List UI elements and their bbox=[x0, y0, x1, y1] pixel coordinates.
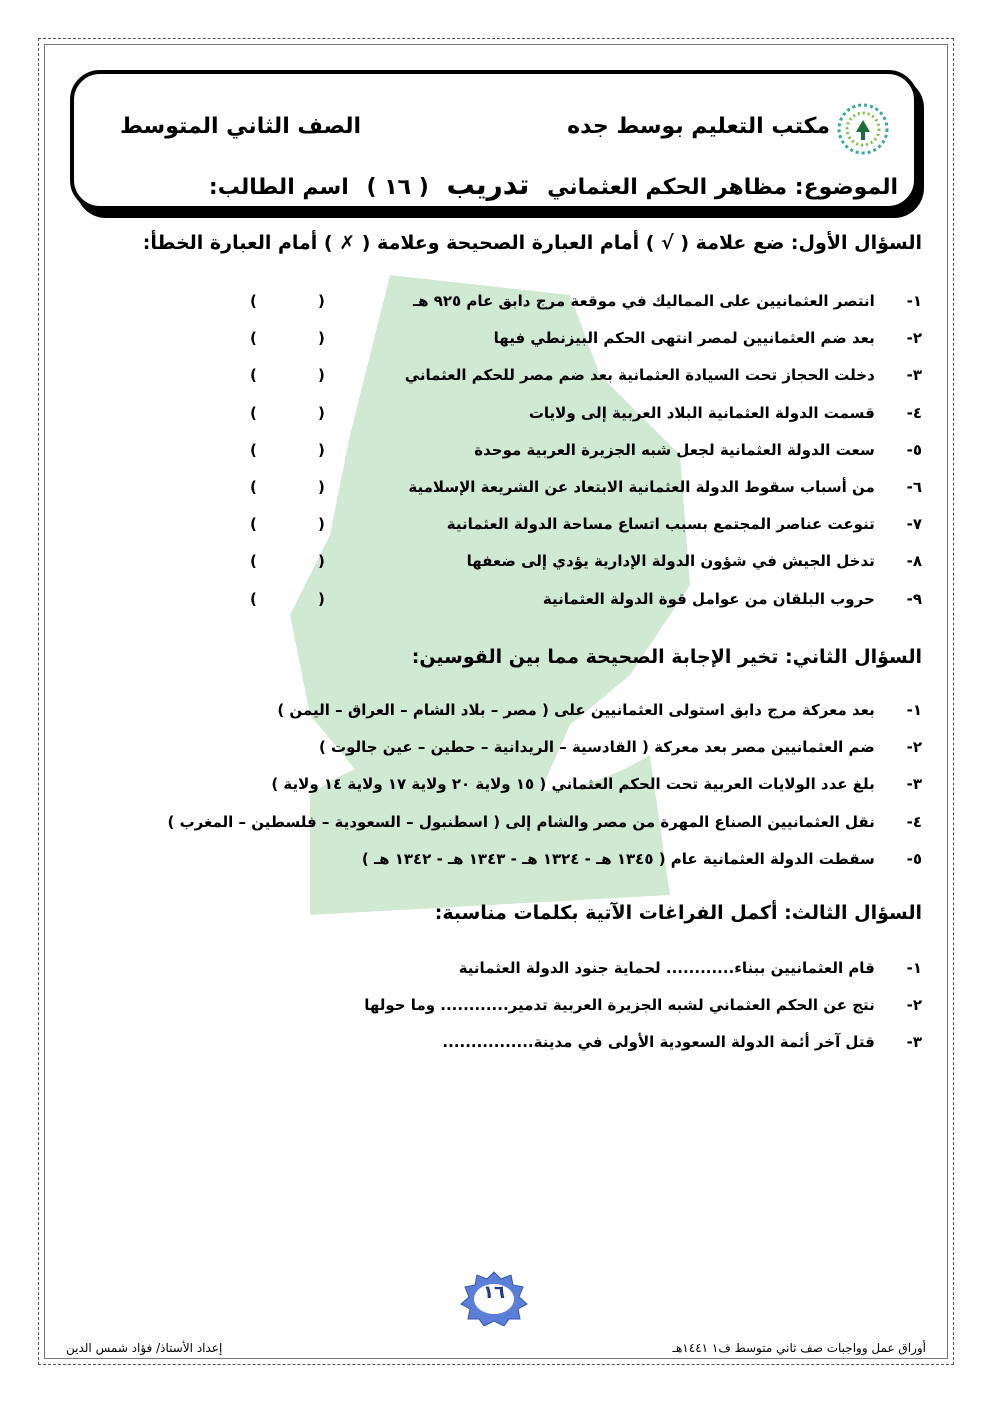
drill-label: تدريب bbox=[446, 168, 530, 201]
paren-open: ( bbox=[250, 366, 257, 385]
paren-close: ) bbox=[318, 403, 325, 422]
paren-open: ( bbox=[250, 329, 257, 348]
item-number: ٦- bbox=[906, 477, 922, 496]
item-text: دخلت الحجاز تحت السيادة العثمانية بعد ضم مصر للحكم العثماني bbox=[404, 366, 875, 385]
list-item bbox=[405, 362, 922, 399]
q3-list bbox=[364, 955, 922, 1067]
answer-slot[interactable] bbox=[250, 288, 340, 325]
item-text: قام العثمانيين ببناء............ لحماية جنود الدولة العثمانية bbox=[458, 959, 875, 977]
grade-label: الصف الثاني المتوسط bbox=[120, 114, 362, 139]
header-box bbox=[70, 70, 918, 210]
list-item bbox=[405, 400, 922, 437]
item-text: من أسباب سقوط الدولة العثمانية الابتعاد عن الشريعة الإسلامية bbox=[408, 477, 875, 496]
paren-open: ( bbox=[250, 403, 257, 422]
list-item bbox=[168, 846, 923, 883]
item-number: ٨- bbox=[906, 552, 922, 571]
item-text: نتج عن الحكم العثماني لشبه الجزيرة العربية تدمير............ وما حولها bbox=[364, 996, 875, 1015]
item-text: بعد معركة مرج دابق استولى العثمانيين على ( مصر – بلاد الشام – العراق – اليمن ) bbox=[277, 701, 875, 719]
item-number: ٩- bbox=[906, 589, 922, 608]
list-item bbox=[168, 697, 923, 734]
q3-title: السؤال الثالث: أكمل الفراغات الآتية بكلمات مناسبة: bbox=[434, 902, 922, 924]
item-text: قتل آخر أئمة الدولة السعودية الأولى في مدينة................ bbox=[442, 1033, 875, 1052]
footer-author: إعداد الأستاذ/ فؤاد شمس الدين bbox=[66, 1341, 223, 1355]
list-item bbox=[405, 288, 922, 325]
topic-row bbox=[199, 168, 898, 201]
answer-slot[interactable] bbox=[250, 511, 340, 548]
item-text: تدخل الجيش في شؤون الدولة الإدارية يؤدي إلى ضعفها bbox=[466, 552, 875, 571]
item-text: سقطت الدولة العثمانية عام ( ١٣٤٥ هـ - ١٣٢٤ هـ - ١٣٤٣ هـ - ١٣٤٢ هـ ) bbox=[361, 849, 875, 868]
item-text: نقل العثمانيين الصناع المهرة من مصر والشام إلى ( اسطنبول – السعودية – فلسطين – المغرب ) bbox=[167, 812, 875, 831]
paren-open: ( bbox=[250, 477, 257, 496]
q1-title: السؤال الأول: ضع علامة ( √ ) أمام العبارة الصحيحة وعلامة ( ✗ ) أمام العبارة الخطأ: bbox=[142, 232, 922, 254]
item-number: ٣- bbox=[906, 775, 922, 794]
paren-close: ) bbox=[318, 366, 325, 385]
item-text: انتصر العثمانيين على المماليك في موقعة مرج دابق عام ٩٢٥ هـ bbox=[412, 292, 875, 310]
answer-slot[interactable] bbox=[250, 325, 340, 362]
ministry-logo-icon bbox=[836, 102, 890, 156]
list-item bbox=[405, 437, 922, 474]
list-item bbox=[364, 1029, 922, 1066]
paren-close: ) bbox=[318, 329, 325, 348]
list-item bbox=[168, 771, 923, 808]
item-text: تنوعت عناصر المجتمع بسبب اتساع مساحة الدولة العثمانية bbox=[446, 515, 875, 534]
answer-slot[interactable] bbox=[250, 586, 340, 623]
page-number: ١٦ bbox=[483, 1282, 505, 1303]
student-name-label: اسم الطالب: bbox=[208, 175, 349, 200]
paren-open: ( bbox=[250, 589, 257, 608]
paren-close: ) bbox=[318, 292, 325, 310]
paren-open: ( bbox=[250, 292, 257, 310]
drill-number: ( ١٦ ) bbox=[366, 175, 429, 200]
list-item bbox=[364, 955, 922, 992]
answer-slot[interactable] bbox=[250, 548, 340, 585]
item-number: ٢- bbox=[906, 329, 922, 348]
answer-slot[interactable] bbox=[250, 400, 340, 437]
list-item bbox=[168, 809, 923, 846]
list-item bbox=[405, 325, 922, 362]
paren-close: ) bbox=[318, 477, 325, 496]
item-text: ضم العثمانيين مصر بعد معركة ( القادسية – الريدانية – حطين – عين جالوت ) bbox=[318, 738, 875, 757]
footer-course-info: أوراق عمل وواجبات صف ثاني متوسط ف١ ١٤٤١هـ bbox=[672, 1341, 926, 1355]
item-text: بعد ضم العثمانيين لمصر انتهى الحكم البيزنطي فيها bbox=[493, 329, 875, 348]
item-number: ٤- bbox=[906, 812, 922, 831]
item-number: ٢- bbox=[906, 996, 922, 1015]
list-item bbox=[168, 734, 923, 771]
item-number: ٢- bbox=[906, 738, 922, 757]
list-item bbox=[405, 586, 922, 623]
topic-label: الموضوع: مظاهر الحكم العثماني bbox=[547, 175, 898, 200]
answer-parens-column bbox=[250, 288, 340, 623]
item-number: ٥- bbox=[906, 440, 922, 459]
paren-open: ( bbox=[250, 552, 257, 571]
list-item bbox=[405, 511, 922, 548]
answer-slot[interactable] bbox=[250, 437, 340, 474]
paren-close: ) bbox=[318, 589, 325, 608]
paren-open: ( bbox=[250, 440, 257, 459]
q2-list bbox=[168, 697, 923, 883]
item-number: ٣- bbox=[906, 366, 922, 385]
paren-close: ) bbox=[318, 552, 325, 571]
item-number: ٤- bbox=[906, 403, 922, 422]
list-item bbox=[405, 474, 922, 511]
q2-title: السؤال الثاني: تخير الإجابة الصحيحة مما بين القوسين: bbox=[411, 646, 922, 668]
office-name: مكتب التعليم بوسط جده bbox=[567, 114, 830, 139]
item-text: سعت الدولة العثمانية لجعل شبه الجزيرة العربية موحدة bbox=[474, 440, 875, 459]
list-item bbox=[405, 548, 922, 585]
item-text: حروب البلقان من عوامل قوة الدولة العثمانية bbox=[542, 589, 875, 608]
item-number: ١- bbox=[906, 701, 922, 719]
item-number: ٣- bbox=[906, 1033, 922, 1052]
q1-list bbox=[405, 288, 922, 623]
answer-slot[interactable] bbox=[250, 362, 340, 399]
item-text: بلغ عدد الولايات العربية تحت الحكم العثماني ( ١٥ ولاية ٢٠ ولاية ١٧ ولاية ١٤ ولاية ) bbox=[271, 775, 875, 794]
answer-slot[interactable] bbox=[250, 474, 340, 511]
paren-open: ( bbox=[250, 515, 257, 534]
item-number: ٧- bbox=[906, 515, 922, 534]
list-item bbox=[364, 992, 922, 1029]
item-number: ٥- bbox=[906, 849, 922, 868]
item-text: قسمت الدولة العثمانية البلاد العربية إلى ولايات bbox=[528, 403, 875, 422]
item-number: ١- bbox=[906, 959, 922, 977]
paren-close: ) bbox=[318, 515, 325, 534]
item-number: ١- bbox=[906, 292, 922, 310]
paren-close: ) bbox=[318, 440, 325, 459]
